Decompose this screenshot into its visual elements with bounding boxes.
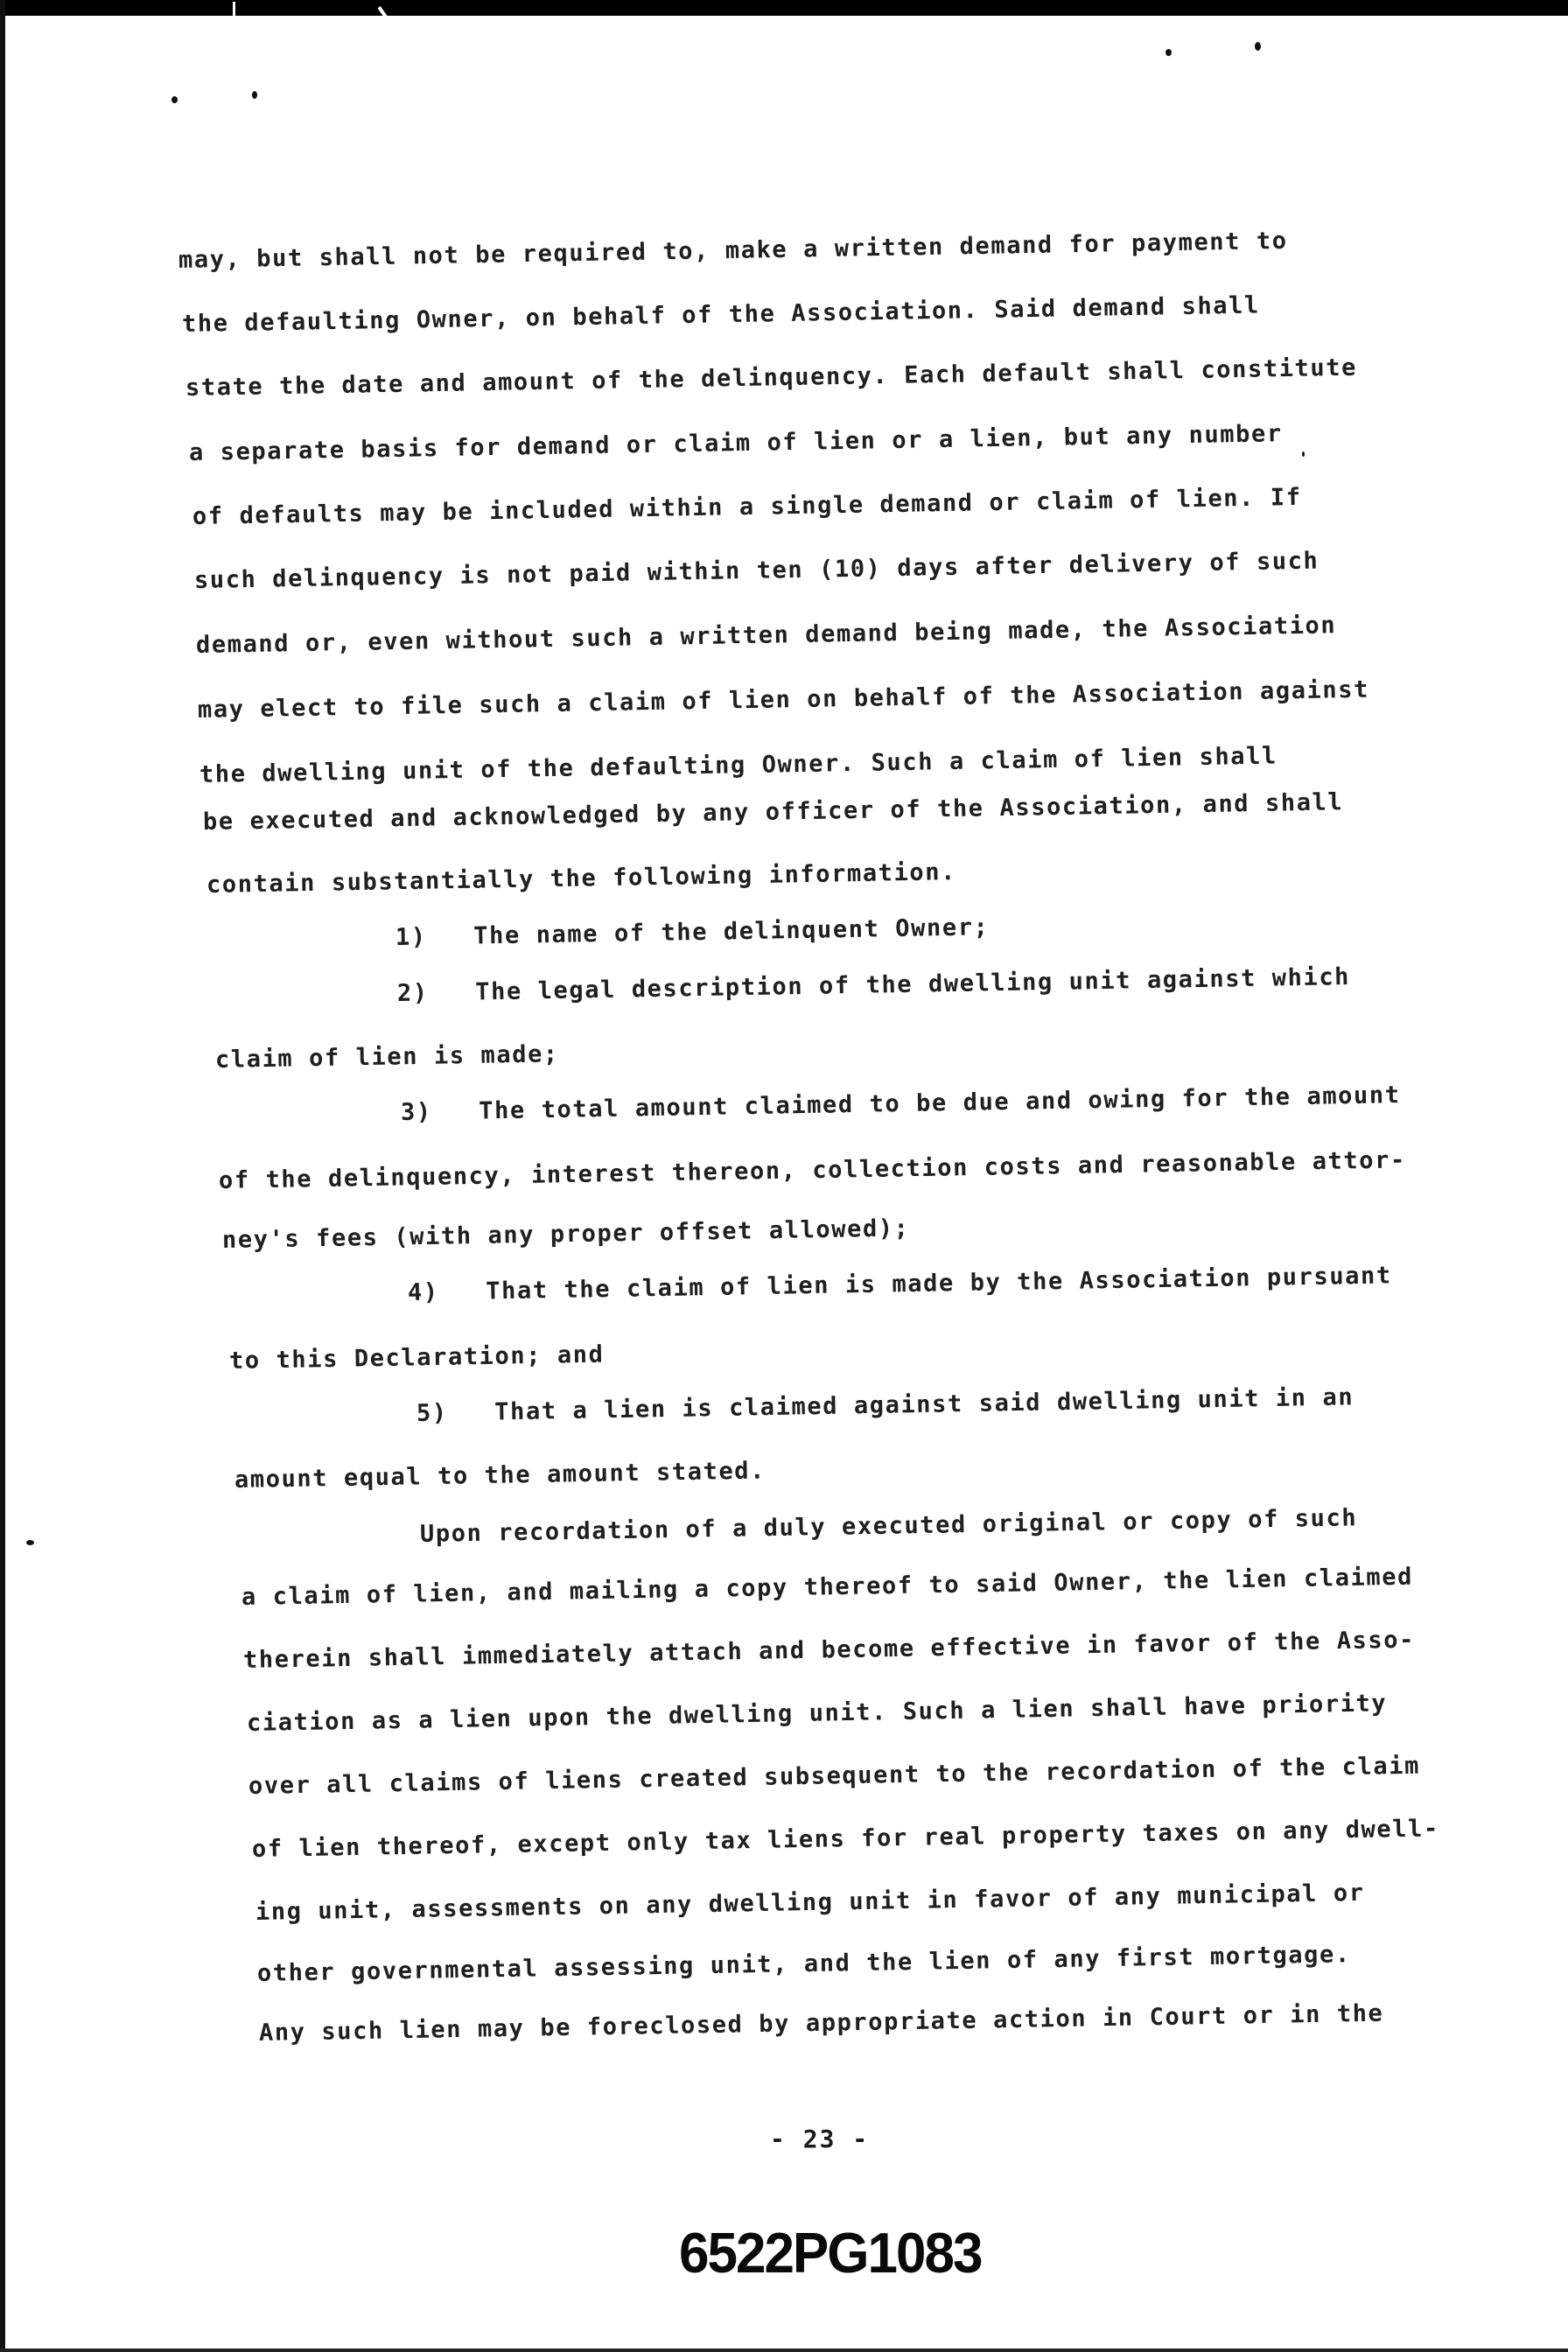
text-line: other governmental assessing unit, and the lien of any first mortgage. xyxy=(256,1941,1351,1987)
text-line: contain substantially the following information. xyxy=(206,858,957,899)
text-line: of the delinquency, interest thereon, collection costs and reasonable attor- xyxy=(218,1146,1407,1194)
text-line: ciation as a lien upon the dwelling unit. Such a lien shall have priority xyxy=(246,1690,1388,1737)
text-line: may, but shall not be required to, make a written demand for payment to xyxy=(178,227,1288,274)
text-line: Upon recordation of a duly executed original or copy of such xyxy=(419,1504,1358,1548)
list-item-2: 2) The legal description of the dwelling unit against which xyxy=(396,962,1351,1007)
text-line: to this Declaration; and xyxy=(228,1340,605,1375)
list-item-1: 1) The name of the delinquent Owner; xyxy=(395,914,990,951)
text-line: over all claims of liens created subsequent to the recordation of the claim xyxy=(248,1752,1421,1800)
text-line: ney's fees (with any proper offset allowed); xyxy=(221,1214,910,1254)
list-item-4: 4) That the claim of lien is made by the Association pursuant xyxy=(407,1262,1392,1306)
recording-stamp: 6522PG1083 xyxy=(679,2222,982,2286)
text-line: claim of lien is made; xyxy=(214,1040,560,1074)
page-number: - 23 - xyxy=(770,2124,870,2153)
text-line: a claim of lien, and mailing a copy thereof to said Owner, the lien claimed xyxy=(241,1563,1414,1611)
text-line: Any such lien may be foreclosed by appropriate action in Court or in the xyxy=(258,1999,1384,2047)
list-item-5: 5) That a lien is claimed against said dwelling unit in an xyxy=(416,1383,1354,1427)
text-line: may elect to file such a claim of lien on behalf of the Association against xyxy=(197,676,1370,724)
text-line: the defaulting Owner, on behalf of the Association. Said demand shall xyxy=(181,291,1261,338)
text-line: demand or, even without such a written demand being made, the Association xyxy=(195,612,1337,659)
text-line: state the date and amount of the delinquency. Each default shall constitute xyxy=(185,354,1358,402)
text-line: the dwelling unit of the defaulting Owner. Such a claim of lien shall xyxy=(199,742,1278,788)
text-line: ing unit, assessments on any dwelling unit in favor of any municipal or xyxy=(255,1879,1365,1926)
text-line: be executed and acknowledged by any officer of the Association, and shall xyxy=(202,788,1344,836)
list-item-3: 3) The total amount claimed to be due and owing for the amount xyxy=(400,1082,1401,1126)
text-line: of defaults may be included within a single demand or claim of lien. If xyxy=(192,483,1302,530)
text-line: therein shall immediately attach and become effective in favor of the Asso- xyxy=(242,1626,1416,1674)
text-line: a separate basis for demand or claim of lien or a lien, but any number xyxy=(188,420,1283,466)
text-line: of lien thereof, except only tax liens for real property taxes on any dwell- xyxy=(251,1815,1440,1863)
text-line: amount equal to the amount stated. xyxy=(234,1457,766,1494)
text-line: such delinquency is not paid within ten (10) days after delivery of such xyxy=(193,547,1320,594)
